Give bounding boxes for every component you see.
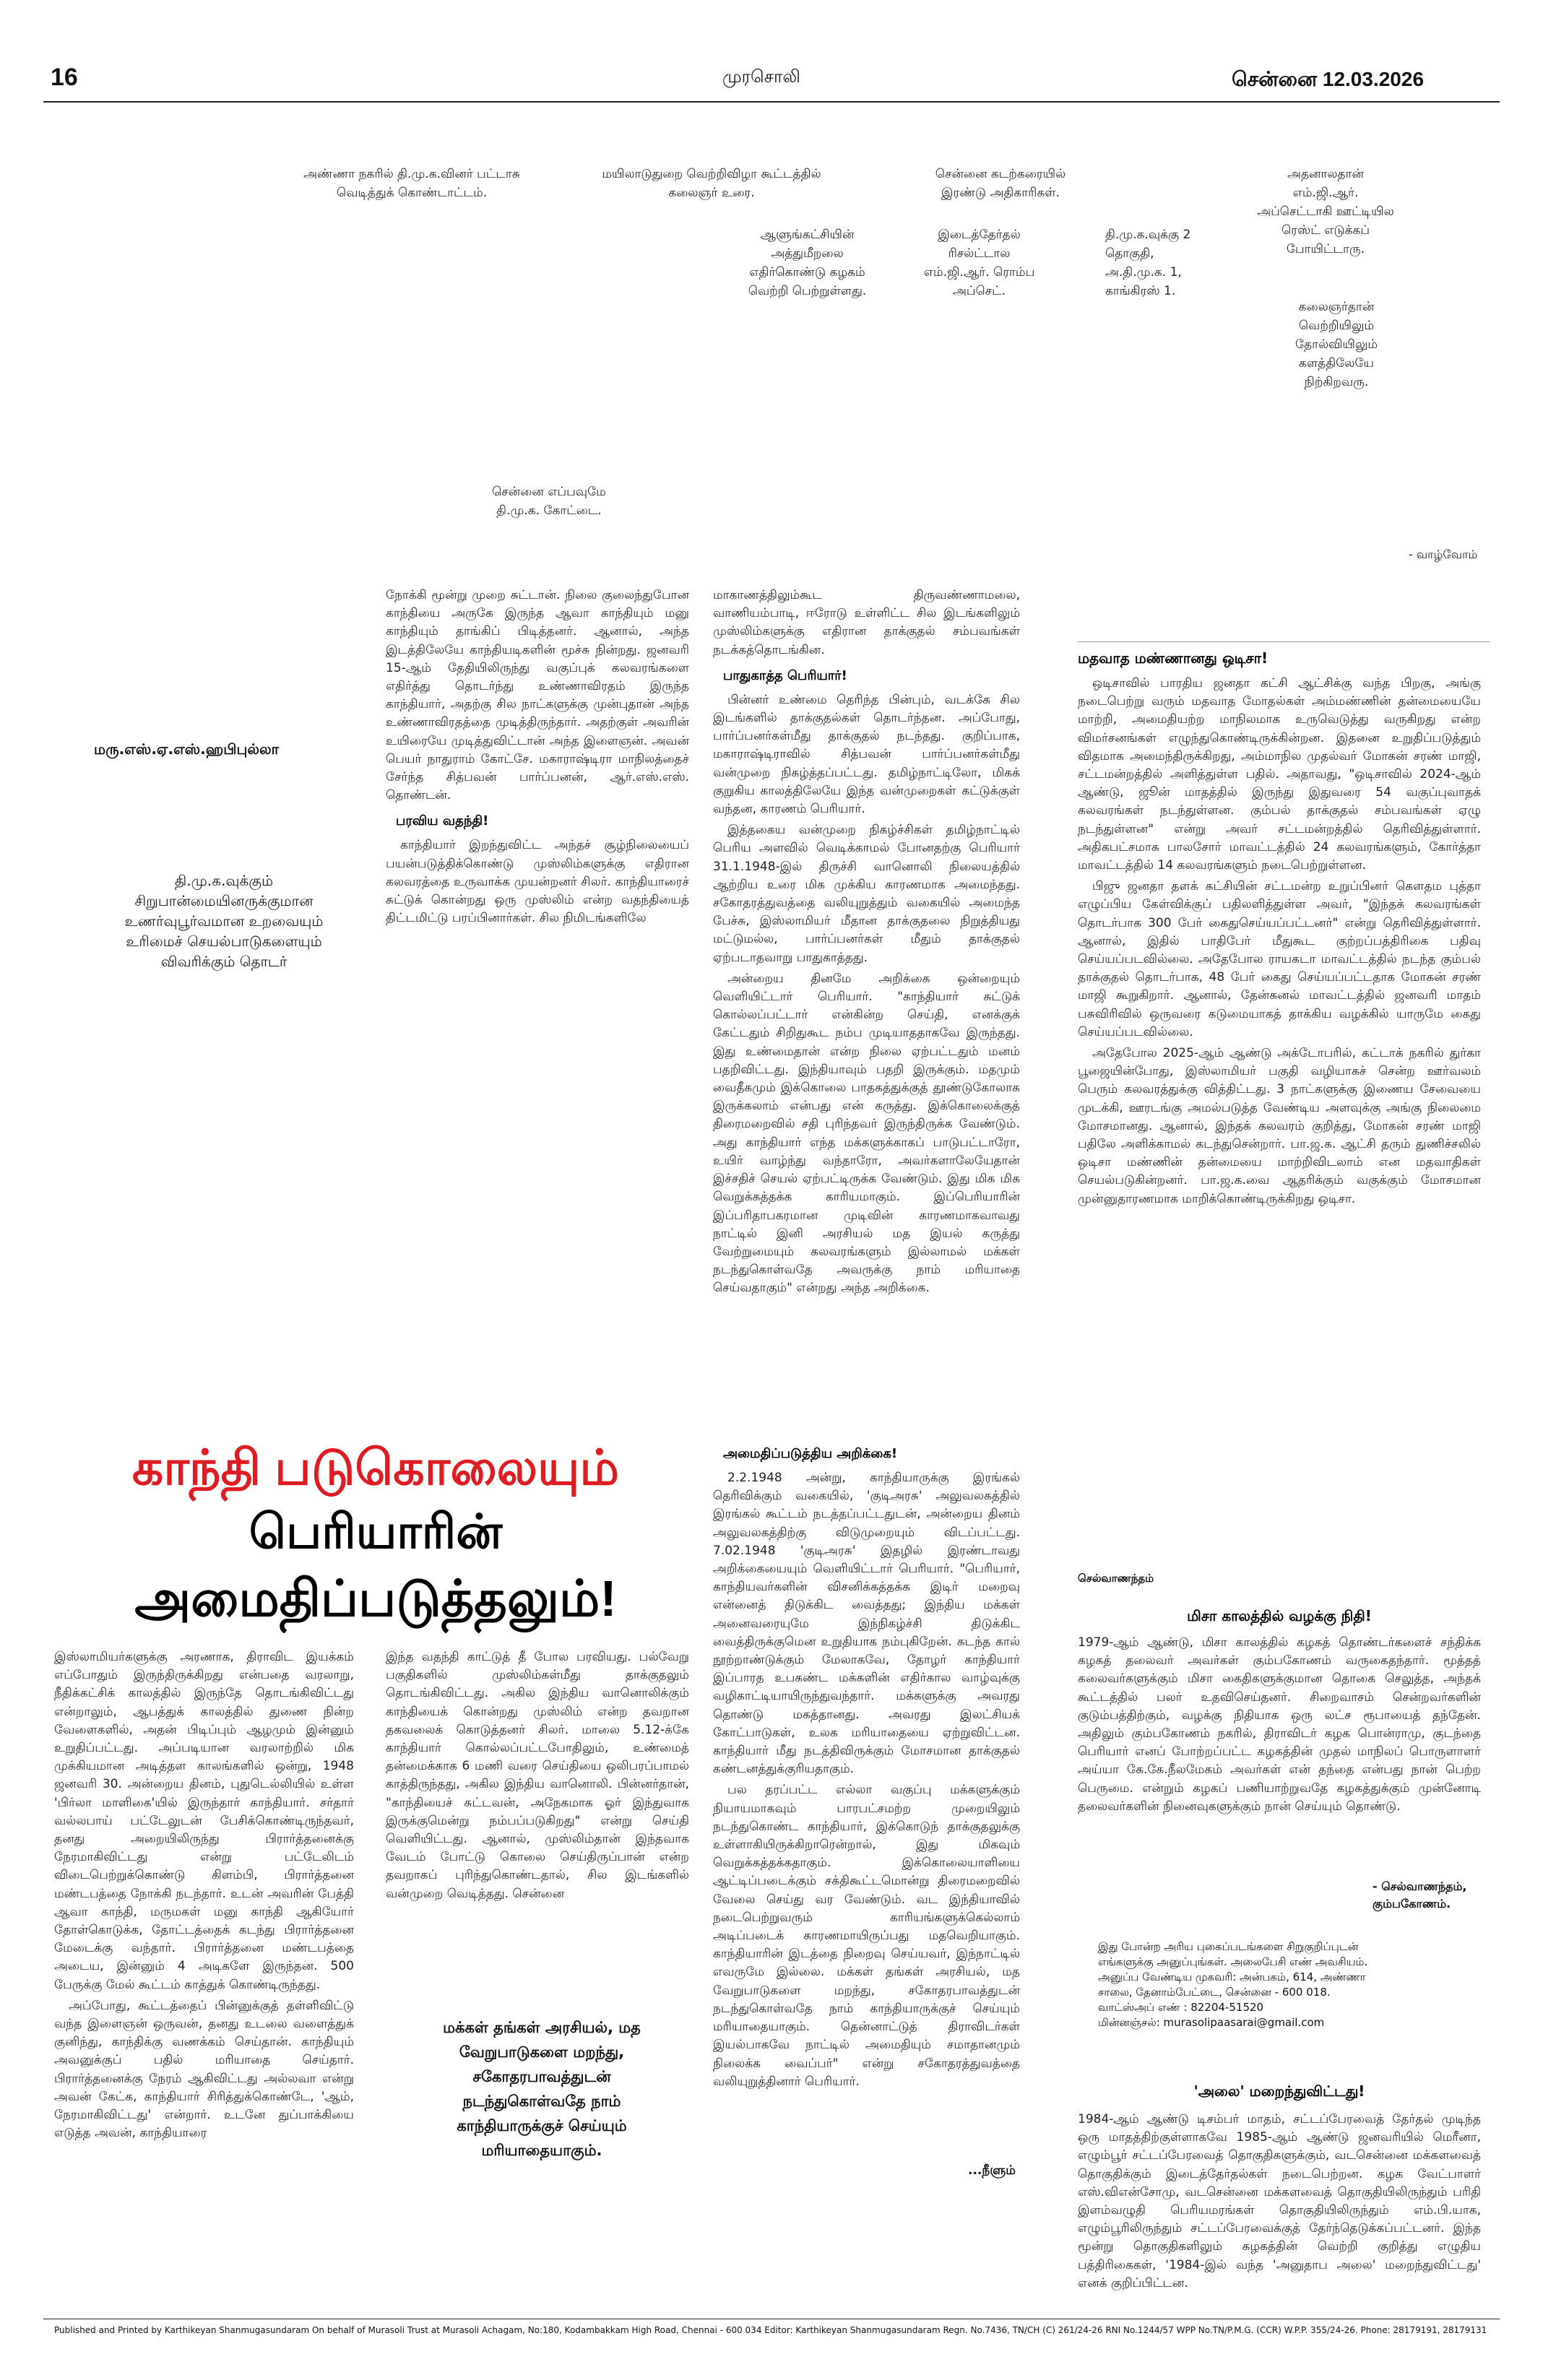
headline-line1: காந்தி படுகொலையும் <box>131 1440 620 1495</box>
article-column <box>713 587 1020 1442</box>
alai-title: 'அலை' மறைந்துவிட்டது! <box>1193 2082 1365 2100</box>
contact-line: மின்னஞ்சல்: murasolipaasarai@gmail.com <box>1098 2016 1325 2029</box>
paragraph: 1984-ஆம் ஆண்டு டிசம்பர் மாதம், சட்டப்பேரவைத் தேர்தல் முடிந்த ஒரு மாதத்திற்குள்ளாகவே 1985-ஆம் ஆண்டு ஜனவரியில் மெரீனா, எழும்பூர் சட்டப்பேரவைத் தொகுதிகளுக்கும், வடசென்னை மக்களவைத் தொகுதிக்கும் இடைத்தேர்தல்கள் நடைபெற்றன. கழக வேட்பாளர் எஸ்.விஎன்சோமு, வடசென்னை மக்களவைத் தொகுதியிலிருந்தும் பரிதி இளம்வழுதி பெரியமரங்கள் தொகுதியிலிருந்தும் எம்.பி.யாக, எழும்பூரிலிருந்தும் சட்டப்பேரவைக்குத் தேர்ந்தெடுக்கப்பட்டனர். இந்த மூன்று தொகுதிகளிலும் கழகத்தின் வெற்றி குறித்து எழுதிய பத்திரிகைகள், '1984-இல் வந்த 'அனுதாப அலை' மறைந்துவிட்டது' எனக் குறிப்பிட்டன. <box>1078 2112 1481 2290</box>
odisha-column <box>1078 675 1481 1303</box>
photo-caption: அதனாலதான் எம்.ஜி.ஆர். அப்செட்டாகி ஊட்டியில ரெஸ்ட் எடுக்கப் போயிட்டாரு. <box>1257 167 1394 256</box>
paragraph: நோக்கி மூன்று முறை சுட்டான். நிலை குலைந்துபோன காந்தியை அருகே இருந்த ஆவா காந்தியும் மனு காந்தியும் தாங்கிப் பிடித்தனர். ஆனால், அந்த இடத்திலேயே காந்தியடிகளின் மூச்சு நின்றது. ஜனவரி 15-ஆம் தேதியிலிருந்து வகுப்புக் கலவரங்களை எதிர்த்து தொடர்ந்து உண்ணாவிரதம் இருந்த காந்தியார், அதற்கு சில நாட்களுக்கு முன்புதான் அந்த உண்ணாவிரதத்தை முடித்திருந்தார். அதற்குள் அவரின் உயிரையே முடித்துவிட்டான் அந்த இளைஞன். அவன் பெயர் நாதுராம் கோட்சே. மகாராஷ்டிரா மாநிலத்தைச் சேர்ந்த சித்பவன் பார்ப்பனன், ஆர்.எஸ்.எஸ். தொண்டன். <box>386 588 689 803</box>
photo-caption: தி.மு.க.வுக்கு 2 தொகுதி, அ.தி.மு.க. 1, காங்கிரஸ் 1. <box>1105 228 1191 298</box>
subheading: பாதுகாத்த பெரியார்! <box>723 667 847 683</box>
paragraph: இந்த வதந்தி காட்டுத் தீ போல பரவியது. பல்வேறு பகுதிகளில் முஸ்லிம்கள்மீது தாக்குதலும் தொடங்கிவிட்டது. அகில இந்திய வானொலிக்கும் காந்தியைக் கொன்றது முஸ்லிம் என்ற தவறான தகவலைக் கொடுத்தனர் சிலர். மாலை 5.12-க்கே காந்தியார் கொல்லப்பட்டபோதிலும், உண்மைத் தன்மைக்காக 6 மணி வரை செய்தியை ஒலிபரப்பாமல் காத்திருந்தது, அகில இந்திய வானொலி. பின்னர்தான், "காந்தியைச் சுட்டவன், அநேகமாக ஓர் இந்துவாக இருக்குமென்று நம்பப்படுகிறது" என்று செய்தி வெளியிட்டது. ஆனால், முஸ்லிம்தான் இந்தவாக வேடம் போட்டு கொலை செய்திருப்பான் என்ற தவறாகப் புரிந்துகொண்டதால், சில இடங்களில் வன்முறை வெடித்தது. சென்னை <box>386 1650 689 1901</box>
contact-line: இது போன்ற அரிய புகைப்படங்களை சிறுகுறிப்புடன் எங்களுக்கு அனுப்புங்கள். அலைபேசி எண் அவசியம். <box>1098 1940 1368 1968</box>
header-rule <box>43 101 1500 103</box>
headline-line2: பெரியாரின் <box>248 1505 503 1558</box>
photo-caption: ஆளுங்கட்சியின் அத்துமீறலை எதிர்கொண்டு கழகம் வெற்றி பெற்றுள்ளது. <box>748 228 867 298</box>
dateline: சென்னை 12.03.2026 <box>1232 68 1425 90</box>
article-column <box>386 587 689 1424</box>
misa-column <box>1078 1634 1481 1858</box>
subheading: அமைதிப்படுத்திய அறிக்கை! <box>723 1446 898 1461</box>
misa-signoff: - செல்வாணந்தம், கும்பகோணம். <box>1373 1879 1467 1911</box>
masthead: முரசொலி <box>722 66 800 87</box>
headline-line3: அமைதிப்படுத்தலும்! <box>134 1570 617 1627</box>
paragraph: காந்தியார் இறந்துவிட்ட அந்தச் சூழ்நிலையைப் பயன்படுத்திக்கொண்டு முஸ்லிம்களுக்கு எதிரான கலவரத்தை உருவாக்க முயன்றனர் சிலர். காந்தியாரைச் சுட்டுக் கொன்றது ஒரு முஸ்லிம் என்ற வதந்தியைத் திட்டமிட்டு பரப்பினார்கள். சில நிமிடங்களிலே <box>386 838 689 926</box>
paragraph: இஸ்லாமியர்களுக்கு அரணாக, திராவிட இயக்கம் எப்போதும் இருந்திருக்கிறது என்பதை வரலாறு, நீதிக்கட்சிக் காலத்தில் இருந்தே தொடங்கிவிட்டது என்றாலும், ஆபத்துக் காலத்தில் துணை நின்ற வேளைகளில், அதன் பிடிப்பும் ஆழமும் இன்னும் உறுதிப்பட்டது. அப்படியான வரலாற்றில் மிக முக்கியமான அடித்தள காலங்களில் ஒன்று, 1948 ஜனவரி 30. அன்றைய தினம், புதுடெல்லியில் உள்ள 'பிர்லா மாளிகை'யில் இருந்தார் காந்தியார். சர்தார் வல்லபாய் பட்டேலுடன் பேசிக்கொண்டிருந்தவர், தனது அறையிலிருந்து பிரார்த்தனைக்கு நேரமாகிவிட்டது என்று பட்டேலிடம் விடைபெற்றுக்கொண்டு கிளம்பி, பிரார்த்தனை மண்டபத்தை நோக்கி நடந்தார். உடன் அவரின் பேத்தி ஆவா காந்தி, மருமகள் மனு காந்தி ஆகியோர் தோள்கொடுக்க, தோட்டத்தைக் கடந்து பிரார்த்தனை மேடைக்கு வந்தார். பிரார்த்தனை மண்டபத்தை அடைய, இன்னும் 4 அடிகளே இருந்தன. 500 பேருக்கு மேல் கூட்டம் காத்துக் கொண்டிருந்தது. <box>54 1650 354 1992</box>
photo-caption: கலைஞர்தான் வெற்றியிலும் தோல்வியிலும் களத்திலேயே நிற்கிறவரு. <box>1295 300 1378 389</box>
box-rule <box>1078 641 1490 642</box>
alai-column <box>1078 2111 1481 2291</box>
vaazhvom-signoff: - வாழ்வோம் <box>1409 548 1478 561</box>
paragraph: 2.2.1948 அன்று, காந்தியாருக்கு இரங்கல் தெரிவிக்கும் வகையில், 'குடிஅரசு' அலுவலகத்தில் இரங்கல் கூட்டம் நடத்தப்பட்டதுடன், அன்றைய தினம் அலுவலகத்திற்கு விடுமுறையும் விடப்பட்டது. 7.02.1948 'குடிஅரசு' இதழில் இரண்டாவது அறிக்கையையும் வெளியிட்டார் பெரியார். "பெரியார், காந்தியவர்களின் விசனிக்கத்தக்க இடிர் மறைவு என்னைத் திடுக்கிட வைத்தது; இந்திய மக்கள் அனைவரையுமே இந்நிகழ்ச்சி திடுக்கிட வைத்திருக்குமென உறுதியாக நம்புகிறேன். கடந்த கால் நூற்றாண்டுக்கும் மேலாகவே, தோழர் காந்தியார் இப்பாரத உபகண்ட மக்களின் எதிர்கால வாழ்வுக்கு வழிகாட்டியாயிருந்துவந்தார். மக்களுக்கு அவரது தொண்டு மகத்தானது. அவரது இலட்சியக் கோட்பாடுகள், உலக மரியாதையை ஏற்றுவிட்டன. காந்தியார் மீது நடத்திவிருக்கும் மோசமான தாக்குதல் கண்டனத்துக்குரியதாகும். <box>713 1471 1020 1777</box>
paragraph: பிஜு ஜனதா தளக் கட்சியின் சட்டமன்ற உறுப்பினர் கௌதம புத்தா எழுப்பிய கேள்விக்குப் பதிலளித்துள்ள அவர், "இந்தக் கலவரங்கள் தொடர்பாக 300 பேர் கைதுசெய்யப்பட்டனர்" என்று தெரிவித்துள்ளார். ஆனால், இதில் பாதிபேர் மீதுகூட குற்றப்பத்திரிகை பதிவு செய்யப்படவில்லை. அதேபோல ராயகடா மாவட்டத்தில் நடந்த கும்பல் தாக்குதல் தொடர்பாக, 48 பேர் கைது செய்யப்பட்டதாக மோகன் சரண் மாஜி கூறுகிறார். ஆனால், தேன்கனல் மாவட்டத்தில் ஜனவரி மாதம் பசுவிரிவில் ஒருவரை கடுமையாகத் தாக்கிய வழக்கில் யாருமே கைது செய்யப்படவில்லை. <box>1078 879 1481 1039</box>
photo-caption: மயிலாடுதுறை வெற்றிவிழா கூட்டத்தில் கலைஞர் உரை. <box>602 167 821 200</box>
paragraph: இத்தகைய வன்முறை நிகழ்ச்சிகள் தமிழ்நாட்டில் பெரிய அளவில் வெடிக்காமல் போனதற்கு பெரியார் 31.1.1948-இல் திருச்சி வானொலி நிலையத்தில் ஆற்றிய உரை மிக முக்கிய காரணமாக அமைந்தது. சகோதரத்துவத்தை வலியுறுத்தும் வகையில் அமைந்த பேச்சு, இஸ்லாமியர் மீதான தாக்குதலை நிறுத்தியது மட்டுமல்ல, பார்ப்பனர்கள் மீதும் தாக்குதல் ஏற்படாதவாறு பாதுகாத்தது. <box>713 823 1020 965</box>
photo-caption: சென்னை எப்பவுமே தி.மு.க. கோட்டை. <box>492 485 606 518</box>
paragraph: அதேபோல 2025-ஆம் ஆண்டு அக்டோபரில், கட்டாக் நகரில் துர்கா பூஜையின்போது, இஸ்லாமியர் பகுதி வழியாகச் சென்ற ஊர்வலம் பெரும் கலவரத்துக்கு வித்திட்டது. 3 நாட்களுக்கு இணைய சேவையை முடக்கி, ஊரடங்கு அமல்படுத்த வேண்டிய அளவுக்கு அங்கு நிலைமை மோசமானது. ஆனால், இந்தக் கலவரம் குறித்து, மோகன் சரண் மாஜி பதிலே அளிக்காமல் கடந்துசென்றார். பா.ஜ.க. ஆட்சி தரும் துணிச்சலில் ஒடிசா மண்ணின் தன்மையை மாற்றிவிடலாம் என மதவாதிகள் செயல்படுகின்றனர். பா.ஜ.க.வை ஆதரிக்கும் வகுக்கும் மோசமான முன்னுதாரணமாக மாறிக்கொண்டிருக்கிறது ஒடிசா. <box>1078 1046 1481 1206</box>
contact-info <box>1098 1939 1401 2041</box>
footer-imprint: Published and Printed by Karthikeyan Shanmugasundaram On behalf of Murasoli Trust at Murasoli Achagam, No:180, Kodambakkam High Road, Chennai - 600 034 Editor: Karthikeyan Shanmugasundaram Regn. No.7436, TN/CH (C) 261/24-26 RNI No.1244/57 WPP No.TN/P.M.G. (CCR) W.P.P. 355/24-26. Phone: 28179191, 28179131 <box>54 2325 1487 2335</box>
paragraph: மாகாணத்திலும்கூட திருவண்ணாமலை, வாணியம்பாடி, ஈரோடு உள்ளிட்ட சில இடங்களிலும் முஸ்லிம்களுக்கு எதிரான தாக்குதல் சம்பவங்கள் நடக்கத்தொடங்கின. <box>713 588 1020 657</box>
subheading: பரவிய வதந்தி! <box>396 813 489 829</box>
page-number: 16 <box>51 64 78 91</box>
paragraph: அப்போது, கூட்டத்தைப் பின்னுக்குத் தள்ளிவிட்டு வந்த இளைஞன் ஒருவன், தனது உடலை வளைத்துக் குனிந்து, காந்திக்கு வணக்கம் செய்தான். காந்தியும் அவனுக்குப் பதில் மரியாதை செய்தார். பிரார்த்தனைக்கு நேரம் ஆகிவிட்டது அல்லவா என்று அவன் கேட்க, காந்தியார் சிரித்துக்கொண்டே, 'ஆம், நேரமாகிவிட்டது' என்றார். உடனே துப்பாக்கியை எடுத்த அவன், காந்தியாரை <box>54 1998 354 2141</box>
paragraph: அன்றைய தினமே அறிக்கை ஒன்றையும் வெளியிட்டார் பெரியார். "காந்தியார் சுட்டுக் கொல்லப்பட்டார் என்கின்ற செய்தி, எனக்குக் கேட்டதும் சிறிதுகூட நம்ப முடியாததாகவே இருந்தது. இது உண்மைதான் என்ற நிலை ஏற்பட்டதும் மனம் பதறிவிட்டது. இந்தியாவும் பதறி இருக்கும். மதமும் வைதீகமும் இக்கொலை பாதகத்துக்குத் தூண்டுகோலாக இருக்கலாம் என்பது என் கருத்து. இக்கொலைக்குத் திரைமறைவில் சதி புரிந்தவர் இருந்திருக்க வேண்டும். அது காந்தியார் எந்த மக்களுக்காகப் பாடுபட்டாரோ, உயிர் வாழ்ந்து வந்தாரோ, அவர்களாலேயேதான் இச்சதிச் செயல் ஏற்பட்டிருக்க வேண்டும். இது மிக மிக வெறுக்கத்தக்க காரியமாகும். இப்பெரியாரின் இப்பரிதாபகரமான முடிவின் காரணமாகவாவது நாட்டில் இனி அரசியல் மத இயல் கருத்து வேற்றுமையும் கலவரங்களும் இல்லாமல் மக்கள் நடந்துகொள்வதே அவருக்கு நாம் மரியாதை செய்வதாகும்" என்றது அந்த அறிக்கை. <box>713 971 1020 1296</box>
misa-kicker: செல்வாணந்தம் <box>1078 1572 1154 1585</box>
author-byline: மரு.எஸ்.ஏ.எஸ்.ஹபிபுல்லா <box>94 740 280 758</box>
continued-note: ...நீளும் <box>968 2163 1016 2178</box>
article-column <box>54 1648 354 2183</box>
pull-quote: மக்கள் தங்கள் அரசியல், மத வேறுபாடுகளை மறந்து, சகோதரபாவத்துடன் நடந்துகொள்வதே நாம் காந்தியாருக்குச் செய்யும் மரியாதையாகும். <box>443 2019 641 2159</box>
photo-caption: இடைத்தேர்தல் ரிசல்ட்டால எம்.ஜி.ஆர். ரொம்ப அப்செட். <box>923 228 1035 298</box>
paragraph: ஒடிசாவில் பாரதிய ஜனதா கட்சி ஆட்சிக்கு வந்த பிறகு, அங்கு நடைபெற்று வரும் மதவாத மோதல்கள் அம்மண்ணின் தன்மையையே மாற்றி, அமைதியற்ற மாநிலமாக உருவெடுத்து வருகிறது என்ற விமர்சனங்கள் எழுந்துகொண்டிருக்கின்றன. இதனை உறுதிப்படுத்தும் விதமாக அமைந்திருக்கிறது, அம்மாநில முதல்வர் மோகன் சரண் மாஜி, சட்டமன்றத்தில் அளித்துள்ள பதில். அதாவது, "ஒடிசாவில் 2024-ஆம் ஆண்டு, ஜூன் மாதத்தில் இருந்து இதுவரை 54 வகுப்புவாதக் கலவரங்கள் நடந்துள்ளன. கும்பல் தாக்குதல் சம்பவங்கள் ஏழு நடந்துள்ளன" என்று அவர் சட்டமன்றத்தில் தெரிவித்துள்ளார். அதிகபட்சமாக பாலசோர் மாவட்டத்தில் 24 கலவரங்களும், கோர்த்தா மாவட்டத்தில் 14 கலவரங்களும் நடைபெற்றுள்ளன. <box>1078 676 1481 873</box>
paragraph: பின்னர் உண்மை தெரிந்த பின்பும், வடக்கே சில இடங்களில் தாக்குதல்கள் தொடர்ந்தன. அப்போது, பார்ப்பனர்கள்மீது தாக்குதல் நடந்தது. குறிப்பாக, மகாராஷ்டிராவில் சித்பவன் பார்ப்பனர்கள்மீது வன்முறை நிகழ்த்தப்பட்டது. தமிழ்நாட்டிலோ, மிகக் குறுகிய காலத்திலேயே இந்த வன்முறைகள் கட்டுக்குள் வந்தன, காரணம் பெரியார். <box>713 692 1020 817</box>
series-intro: தி.மு.க.வுக்கும் சிறுபான்மையினருக்குமான உணர்வுபூர்வமான உறவையும் உரிமைச் செயல்பாடுகளையும் விவரிக்கும் தொடர் <box>124 872 324 970</box>
contact-line: வாட்ஸ்அப் எண் : 82204-51520 <box>1098 2001 1264 2014</box>
article-column <box>386 1648 689 1901</box>
paragraph: 1979-ஆம் ஆண்டு, மிசா காலத்தில் கழகத் தொண்டர்களைச் சந்திக்க கழகத் தலைவர் அவர்கள் கும்பகோணம் வருகைதந்தார். மூத்தத் கலைவர்களுக்கும் மிசா கைதிகளுக்குமான தொகை செலுத்த, அந்தக் கூட்டத்தில் பலர் உதவிசெய்தனர். சிறைவாசம் சென்றவர்களின் குடும்பத்திற்கும், வழக்கு நிதியாக ஒரு லட்ச ரூபாயைத் தந்தேன். அதிலும் கும்பகோணம் நகரில், திராவிடர் கழக பொன்ராமு, குடந்தை பெரியார் எனப் போற்றப்பட்ட கழகத்தின் முதல் மாநிலப் பொருளாளர் அய்யா கே.கே.நீலமேகம் அவர்கள் என் தந்தை என்பது நான் பெற்ற பெருமை. என்றும் கழகப் பணியாற்றுவதே கழகத்துக்கும் முன்னோடி தலைவர்களின் நினைவுகளுக்கும் நான் செய்யும் தொண்டு. <box>1078 1635 1481 1814</box>
photo-caption: சென்னை கடற்கரையில் இரண்டு அதிகாரிகள். <box>935 167 1066 200</box>
odisha-title: மதவாத மண்ணானது ஒடிசா! <box>1078 649 1268 667</box>
paragraph: பல தரப்பட்ட எல்லா வகுப்பு மக்களுக்கும் நியாயமாகவும் பாரபட்சமற்ற முறையிலும் நடந்துகொண்ட காந்தியார், இக்கொடுந் தாக்குதலுக்கு உள்ளாகியிருக்கிறாரென்றால், இது மிகவும் வெறுக்கத்தக்கதாகும். இக்கொலையாளியை ஆட்டிப்படைக்கும் சக்திகூட்டமொன்று திரைமறைவில் வேலை செய்து வர வேண்டும். வட இந்தியாவில் நடைபெற்றுவரும் காரியங்களுக்கெல்லாம் அடிப்படைக் காரணமாயிருப்பது மதவெறியாகும். காந்தியாரின் இடத்தை நிறைவு செய்யவர், இந்நாட்டில் எவருமே இல்லை. மக்கள் தங்கள் அரசியல், மத வேறுபாடுகளை மறந்து, சகோதரபாவத்துடன் நடந்துகொள்வதே நாம் காந்தியாருக்குச் செய்யும் மரியாதையாகும். தென்னாட்டுத் திராவிடர்கள் இயல்பாகவே நாட்டில் அமைதியும் சமாதானமும் நிலைக்க வைப்பர்" என்று சகோதரத்துவத்தை வலியுறுத்தினார் பெரியார். <box>713 1783 1020 2089</box>
misa-title: மிசா காலத்தில் வழக்கு நிதி! <box>1187 1607 1372 1624</box>
photo-caption: அண்ணா நகரில் தி.மு.க.வினர் பட்டாசு வெடித்துக் கொண்டாட்டம். <box>303 167 520 200</box>
contact-line: அனுப்ப வேண்டிய முகவரி: அன்பகம், 614, அண்ணா சாலை, தேனாம்பேட்டை, சென்னை - 600 018. <box>1098 1970 1366 1999</box>
article-column <box>713 1443 1020 2202</box>
